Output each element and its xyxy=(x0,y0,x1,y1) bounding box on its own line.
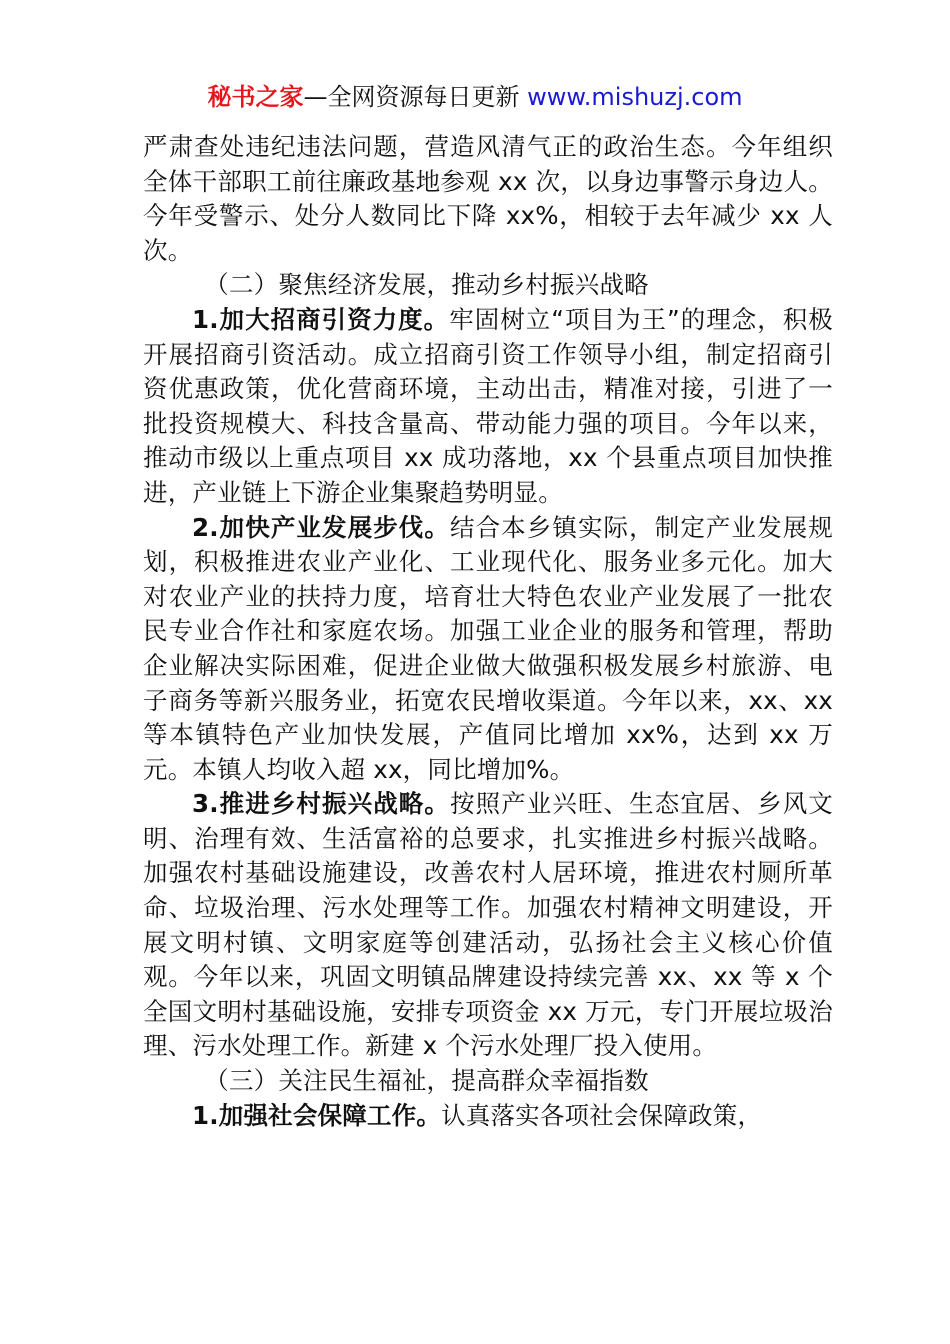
item-3-text: 按照产业兴旺、生态宜居、乡风文明、治理有效、生活富裕的总要求，扎实推进乡村振兴战略。加强农村基础设施建设，改善农村人居环境，推进农村厕所革命、垃圾治理、污水处理等工作。加强农村精神文明建设，开展文明村镇、文明家庭等创建活动，弘扬社会主义核心价值观。今年以来，巩固文明镇品牌建设持续完善 xx、xx 等 x 个全国文明村基础设施，安排专项资金 xx 万元，专门开展垃圾治理、污水处理工作。新建 x 个污水处理厂投入使用。 xyxy=(143,789,834,1061)
item-2-heading: 2.加快产业发展步伐。 xyxy=(192,512,450,542)
item-2-text: 结合本乡镇实际，制定产业发展规划，积极推进农业产业化、工业现代化、服务业多元化。加大对农业产业的扶持力度，培育壮大特色农业产业发展了一批农民专业合作社和家庭农场。加强工业企业的服务和管理，帮助企业解决实际困难，促进企业做大做强积极发展乡村旅游、电子商务等新兴服务业，拓宽农民增收渠道。今年以来，xx、xx 等本镇特色产业加快发展，产值同比增加 xx%，达到 xx 万元。本镇人均收入超 xx，同比增加%。 xyxy=(143,512,834,784)
item-3-heading: 3.推进乡村振兴战略。 xyxy=(192,789,450,819)
site-url[interactable]: www.mishuzj.com xyxy=(527,83,743,111)
item-4-text: 认真落实各项社会保障政策， xyxy=(441,1100,763,1130)
document-body xyxy=(143,130,833,1133)
paragraph-continuation: 严肃查处违纪违法问题，营造风清气正的政治生态。今年组织全体干部职工前往廉政基地参观 xx 次，以身边事警示身边人。今年受警示、处分人数同比下降 xx%，相较于去年减少 xx 人次。 xyxy=(143,132,833,265)
paragraph-item-1 xyxy=(143,303,833,511)
item-1-text: 牢固树立“项目为王”的理念，积极开展招商引资活动。成立招商引资工作领导小组，制定招商引资优惠政策，优化营商环境，主动出击，精准对接，引进了一批投资规模大、科技含量高、带动能力强的项目。今年以来，推动市级以上重点项目 xx 成功落地，xx 个县重点项目加快推进，产业链上下游企业集聚趋势明显。 xyxy=(143,304,833,507)
item-4-heading: 1.加强社会保障工作。 xyxy=(192,1100,442,1130)
paragraph-item-3 xyxy=(143,787,833,1064)
paragraph-item-4 xyxy=(143,1099,833,1134)
section-heading-3: （三）关注民生福祉，提高群众幸福指数 xyxy=(204,1066,649,1096)
paragraph-item-2 xyxy=(143,511,833,788)
site-tagline: —全网资源每日更新 xyxy=(303,83,528,111)
site-brand: 秘书之家 xyxy=(207,83,304,111)
item-1-heading: 1.加大招商引资力度。 xyxy=(192,304,450,334)
section-heading-2: （二）聚焦经济发展，推动乡村振兴战略 xyxy=(204,270,649,300)
site-header xyxy=(0,80,950,114)
